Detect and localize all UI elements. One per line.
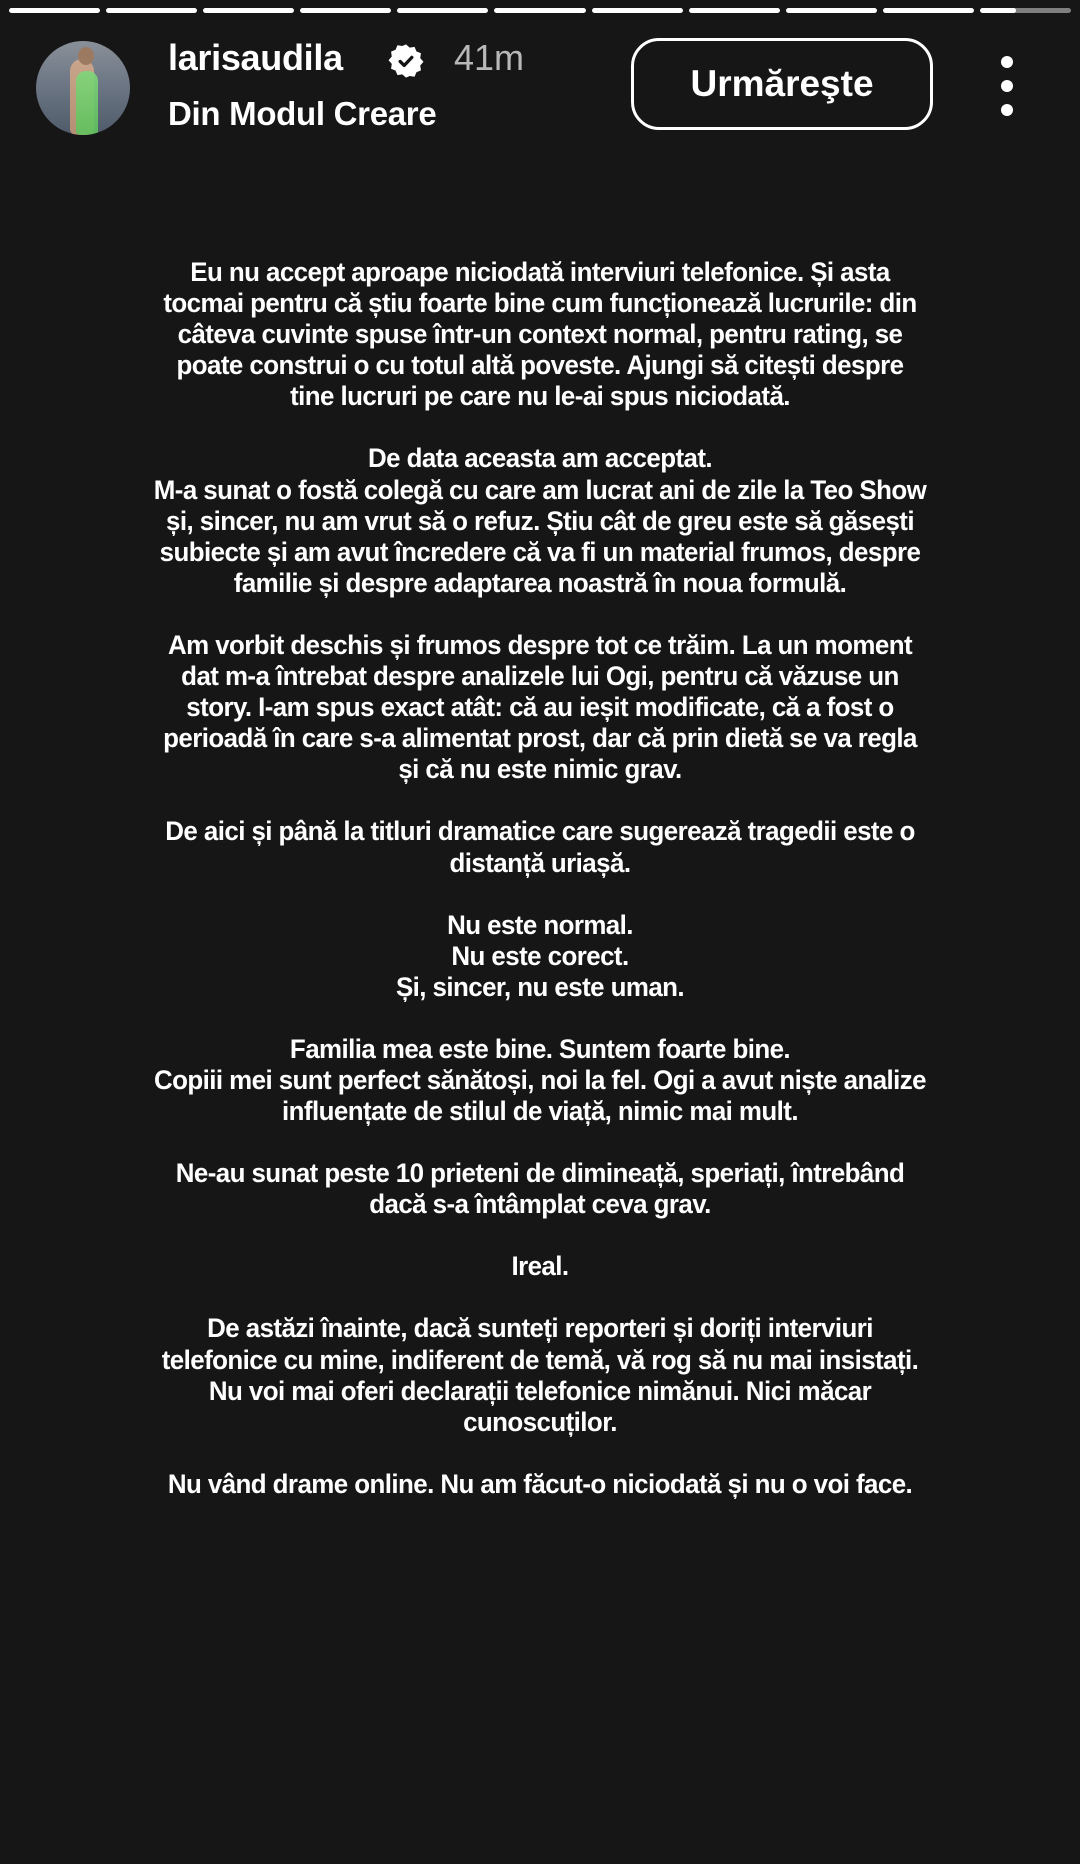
- avatar-dress: [76, 71, 98, 135]
- progress-segment: [106, 8, 197, 13]
- text-line: câteva cuvinte spuse într-un context normal, pentru rating, se: [177, 319, 903, 350]
- progress-segment: [9, 8, 100, 13]
- text-line: Nu este corect.: [451, 940, 629, 971]
- progress-segment: [203, 8, 294, 13]
- story-timestamp: 41m: [454, 37, 525, 78]
- text-line: familie și despre adaptarea noastră în noua formulă.: [233, 567, 847, 598]
- text-line: Ireal.: [511, 1251, 569, 1282]
- text-line: M-a sunat o fostă colegă cu care am lucrat ani de zile la Teo Show: [153, 474, 927, 505]
- more-vertical-icon: [1001, 80, 1013, 92]
- paragraph: [20, 816, 1060, 878]
- progress-segment: [494, 8, 585, 13]
- text-line: Nu voi mai oferi declarații telefonice nimănui. Nici măcar: [208, 1375, 872, 1406]
- progress-segment: [689, 8, 780, 13]
- avatar[interactable]: [36, 41, 130, 135]
- progress-segment: [786, 8, 877, 13]
- text-line: influențate de stilul de viață, nimic mai mult.: [282, 1096, 798, 1127]
- text-line: distanță uriașă.: [449, 847, 631, 878]
- paragraph: [20, 1034, 1060, 1127]
- progress-segment-current-fill: [980, 8, 1016, 13]
- text-line: De data aceasta am acceptat.: [367, 443, 713, 474]
- paragraph: [20, 910, 1060, 1003]
- story-text-content: [20, 257, 1060, 1531]
- paragraph: [20, 257, 1060, 412]
- progress-segment: [592, 8, 683, 13]
- text-line: tocmai pentru că știu foarte bine cum funcționează lucrurile: din: [163, 288, 917, 319]
- text-line: De astăzi înainte, dacă sunteți reporteri și doriți interviuri: [207, 1313, 873, 1344]
- paragraph: [20, 1313, 1060, 1437]
- text-line: dacă s-a întâmplat ceva grav.: [369, 1189, 711, 1220]
- text-line: Am vorbit deschis și frumos despre tot ce trăim. La un moment: [167, 629, 913, 660]
- paragraph: [20, 1251, 1060, 1282]
- paragraph: [20, 630, 1060, 785]
- text-line: și că nu este nimic grav.: [398, 754, 682, 785]
- follow-button[interactable]: Urmăreşte: [631, 38, 933, 130]
- text-line: Nu este normal.: [447, 909, 633, 940]
- text-line: și, sincer, nu am vrut să o refuz. Știu cât de greu este să găsești: [166, 505, 914, 536]
- paragraph: [20, 1158, 1060, 1220]
- more-vertical-icon: [1001, 104, 1013, 116]
- text-line: Nu vând drame online. Nu am făcut-o niciodată și nu o voi face.: [167, 1468, 913, 1499]
- username-link[interactable]: larisaudila: [168, 37, 343, 78]
- progress-segment: [300, 8, 391, 13]
- progress-segment: [883, 8, 974, 13]
- story-progress-bar: [9, 8, 1071, 13]
- text-line: Ne-au sunat peste 10 prieteni de dimineață, speriați, întrebând: [175, 1158, 905, 1189]
- text-line: telefonice cu mine, indiferent de temă, vă rog să nu mai insistați.: [161, 1344, 919, 1375]
- paragraph: [20, 443, 1060, 598]
- text-line: dat m-a întrebat despre analizele lui Ogi, pentru că văzuse un: [181, 661, 899, 692]
- story-source-label: Din Modul Creare: [168, 95, 437, 132]
- paragraph: [20, 1469, 1060, 1500]
- text-line: Familia mea este bine. Suntem foarte bine.: [289, 1033, 791, 1064]
- verified-badge-icon: [388, 43, 424, 79]
- text-line: perioadă în care s-a alimentat prost, dar că prin dietă se va regla: [163, 723, 917, 754]
- progress-segment-current: [980, 8, 1071, 13]
- text-line: De aici și până la titluri dramatice care sugerează tragedii este o: [165, 816, 915, 847]
- progress-segment: [397, 8, 488, 13]
- more-vertical-icon: [1001, 56, 1013, 68]
- text-line: subiecte și am avut încredere că va fi un material frumos, despre: [159, 536, 921, 567]
- text-line: story. I-am spus exact atât: că au ieșit modificate, că a fost o: [186, 692, 894, 723]
- avatar-head: [78, 47, 94, 65]
- story-header: [0, 36, 1080, 136]
- text-line: cunoscuților.: [463, 1406, 617, 1437]
- more-options-button[interactable]: [990, 56, 1024, 116]
- text-line: Și, sincer, nu este uman.: [395, 971, 685, 1002]
- text-line: poate construi o cu totul altă poveste. Ajungi să citești despre: [176, 350, 904, 381]
- text-line: Copiii mei sunt perfect sănătoși, noi la fel. Ogi a avut niște analize: [153, 1064, 927, 1095]
- text-line: Eu nu accept aproape niciodată interviuri telefonice. Și asta: [190, 257, 890, 287]
- text-line: tine lucruri pe care nu le-ai spus niciodată.: [290, 381, 790, 412]
